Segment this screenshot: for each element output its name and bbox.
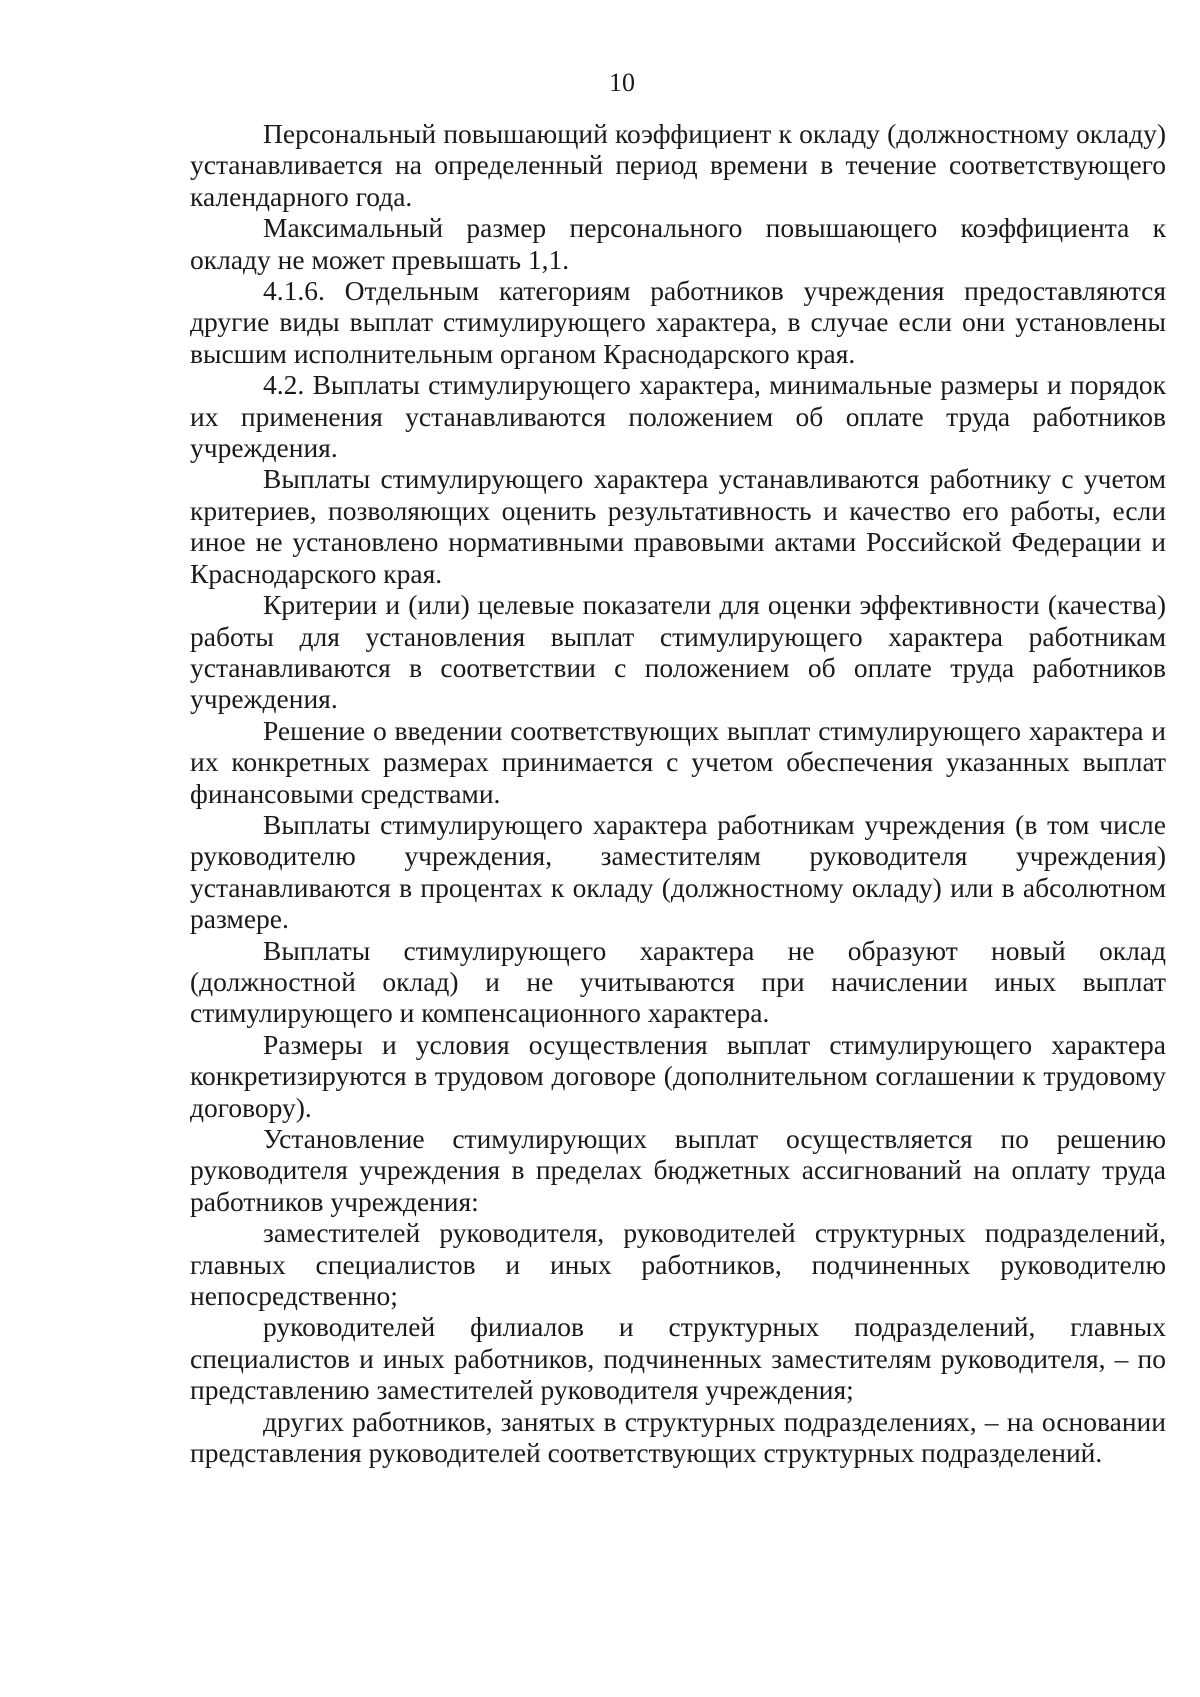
paragraph: Выплаты стимулирующего характера работникам учреждения (в том числе руководителю учреждения, заместителям руководителя учреждения) устанавливаются в процентах к окладу (должностному окладу) или в абсолютном размере.: [190, 808, 1166, 935]
paragraph: Установление стимулирующих выплат осуществляется по решению руководителя учреждения в пределах бюджетных ассигнований на оплату труда работников учреждения:: [190, 1123, 1166, 1217]
document-body: [190, 118, 1166, 1468]
paragraph: 4.2. Выплаты стимулирующего характера, минимальные размеры и порядок их применения устанавливаются положением об оплате труда работников учреждения.: [190, 369, 1166, 464]
paragraph: руководителей филиалов и структурных подразделений, главных специалистов и иных работников, подчиненных заместителям руководителя, – по представлению заместителей руководителя учреждения;: [190, 1311, 1166, 1406]
paragraph: других работников, занятых в структурных подразделениях, – на основании представления руководителей соответствующих структурных подразделений.: [190, 1405, 1166, 1469]
paragraph: Размеры и условия осуществления выплат стимулирующего характера конкретизируются в трудовом договоре (дополнительном соглашении к трудовому договору).: [190, 1028, 1166, 1123]
paragraph: Максимальный размер персонального повышающего коэффициента к окладу не может превышать 1,1.: [190, 212, 1166, 275]
paragraph: Персональный повышающий коэффициент к окладу (должностному окладу) устанавливается на определенный период времени в течение соответствующего календарного года.: [190, 118, 1166, 212]
paragraph: заместителей руководителя, руководителей структурных подразделений, главных специалистов и иных работников, подчиненных руководителю непосредственно;: [190, 1217, 1166, 1312]
paragraph: 4.1.6. Отдельным категориям работников учреждения предоставляются другие виды выплат стимулирующего характера, в случае если они установлены высшим исполнительным органом Краснодарского края.: [190, 275, 1166, 369]
paragraph: Выплаты стимулирующего характера устанавливаются работнику с учетом критериев, позволяющих оценить результативность и качество его работы, если иное не установлено нормативными правовыми актами Российской Федерации и Краснодарского края.: [190, 463, 1166, 589]
page-number: 10: [609, 68, 635, 97]
paragraph: Решение о введении соответствующих выплат стимулирующего характера и их конкретных размерах принимается с учетом обеспечения указанных выплат финансовыми средствами.: [190, 714, 1166, 809]
paragraph: Критерии и (или) целевые показатели для оценки эффективности (качества) работы для установления выплат стимулирующего характера работникам устанавливаются в соответствии с положением об оплате труда работников учреждения.: [190, 589, 1166, 715]
paragraph: Выплаты стимулирующего характера не образуют новый оклад (должностной оклад) и не учитываются при начислении иных выплат стимулирующего и компенсационного характера.: [190, 934, 1166, 1029]
